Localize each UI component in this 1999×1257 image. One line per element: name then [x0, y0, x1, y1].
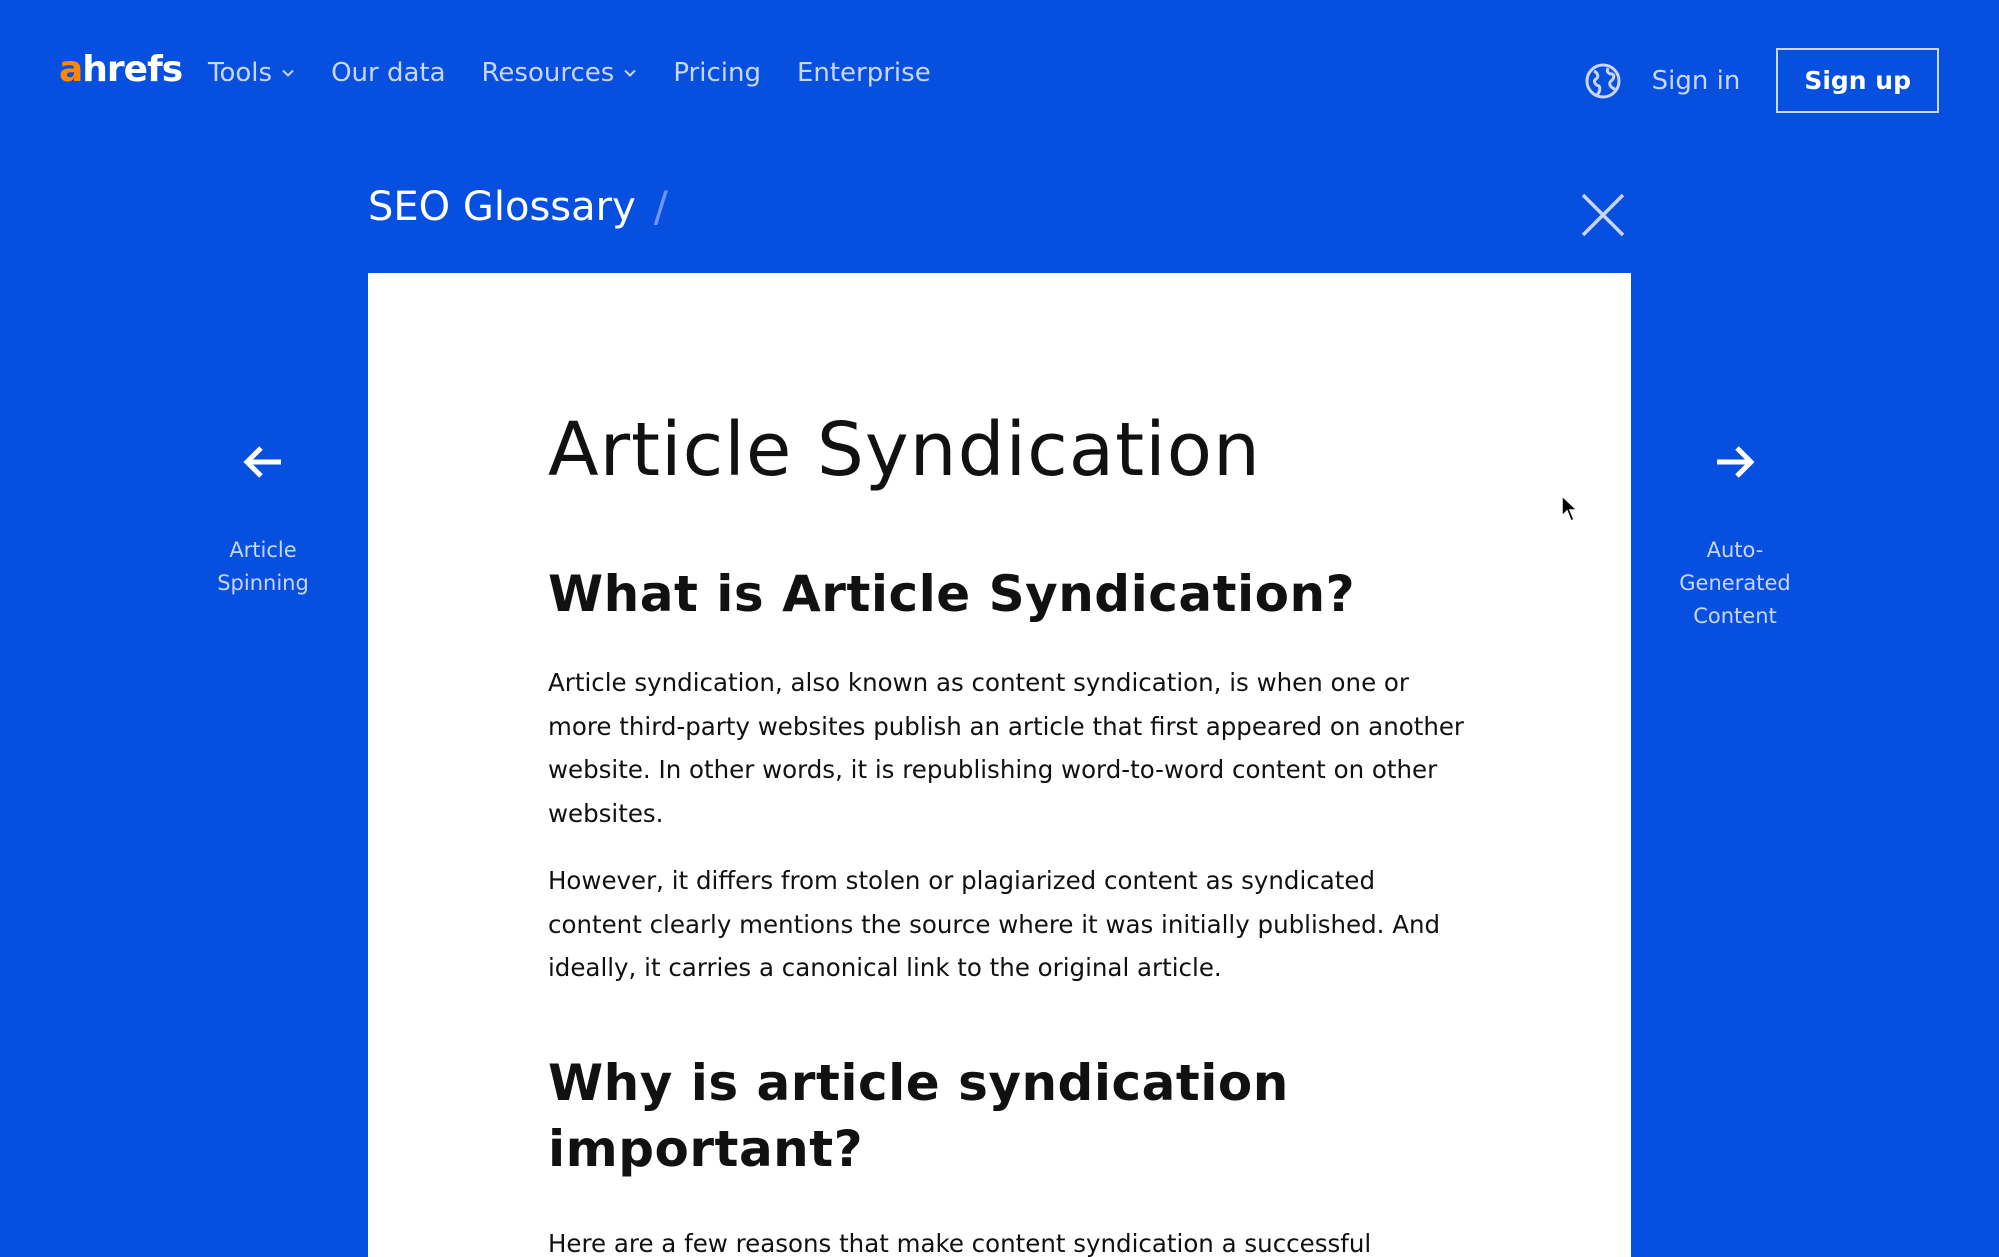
nav-right — [1584, 48, 1939, 113]
logo-accent: a — [59, 49, 83, 90]
nav-enterprise-label: Enterprise — [796, 58, 931, 88]
mouse-cursor-icon — [1561, 495, 1579, 523]
nav-pricing-label: Pricing — [673, 58, 761, 88]
arrow-left-icon — [241, 440, 285, 484]
nav-pricing[interactable] — [673, 60, 761, 86]
breadcrumb-separator: / — [653, 182, 668, 231]
sign-up-button[interactable]: Sign up — [1776, 48, 1939, 113]
glossary-article-card — [368, 273, 1631, 1257]
sign-in-link[interactable]: Sign in — [1651, 65, 1741, 96]
article-title: Article Syndication — [548, 407, 1261, 493]
chevron-down-icon — [623, 66, 637, 80]
nav-resources[interactable] — [482, 60, 638, 86]
nav-resources-label: Resources — [481, 58, 615, 88]
paragraph: Article syndication, also known as content syndication, is when one or more third-party websites publish an article that first appeared on another website. In other words, it is republishing word-to-word content on other websites. — [548, 668, 1464, 828]
nav-enterprise[interactable] — [797, 60, 931, 86]
previous-term-link[interactable] — [173, 440, 353, 600]
close-icon[interactable] — [1580, 192, 1626, 238]
paragraph: Here are a few reasons that make content syndication a successful — [548, 1228, 1372, 1257]
globe-icon[interactable] — [1584, 62, 1622, 100]
section-heading: Why is article syndication important? — [548, 1053, 1289, 1178]
next-term-label: Auto- Generated Content — [1679, 538, 1791, 628]
arrow-right-icon — [1713, 440, 1757, 484]
logo-text: hrefs — [82, 49, 183, 90]
top-navigation — [0, 0, 1999, 160]
ahrefs-logo[interactable] — [59, 49, 183, 90]
section-heading: What is Article Syndication? — [548, 565, 1356, 623]
glossary-title[interactable]: SEO Glossary — [368, 184, 636, 230]
glossary-breadcrumb — [368, 182, 668, 231]
next-term-link[interactable] — [1645, 440, 1825, 633]
chevron-down-icon — [281, 66, 295, 80]
article-body — [548, 407, 1468, 1257]
nav-tools[interactable] — [208, 60, 295, 86]
nav-tools-label: Tools — [208, 58, 273, 88]
paragraph: However, it differs from stolen or plagiarized content as syndicated content clearly mentions the source where it was initially published. And ideally, it carries a canonical link to the original article. — [548, 866, 1441, 982]
nav-our-data[interactable] — [331, 60, 445, 86]
previous-term-label: Article Spinning — [217, 538, 309, 595]
nav-our-data-label: Our data — [331, 58, 446, 88]
nav-links — [208, 60, 967, 86]
